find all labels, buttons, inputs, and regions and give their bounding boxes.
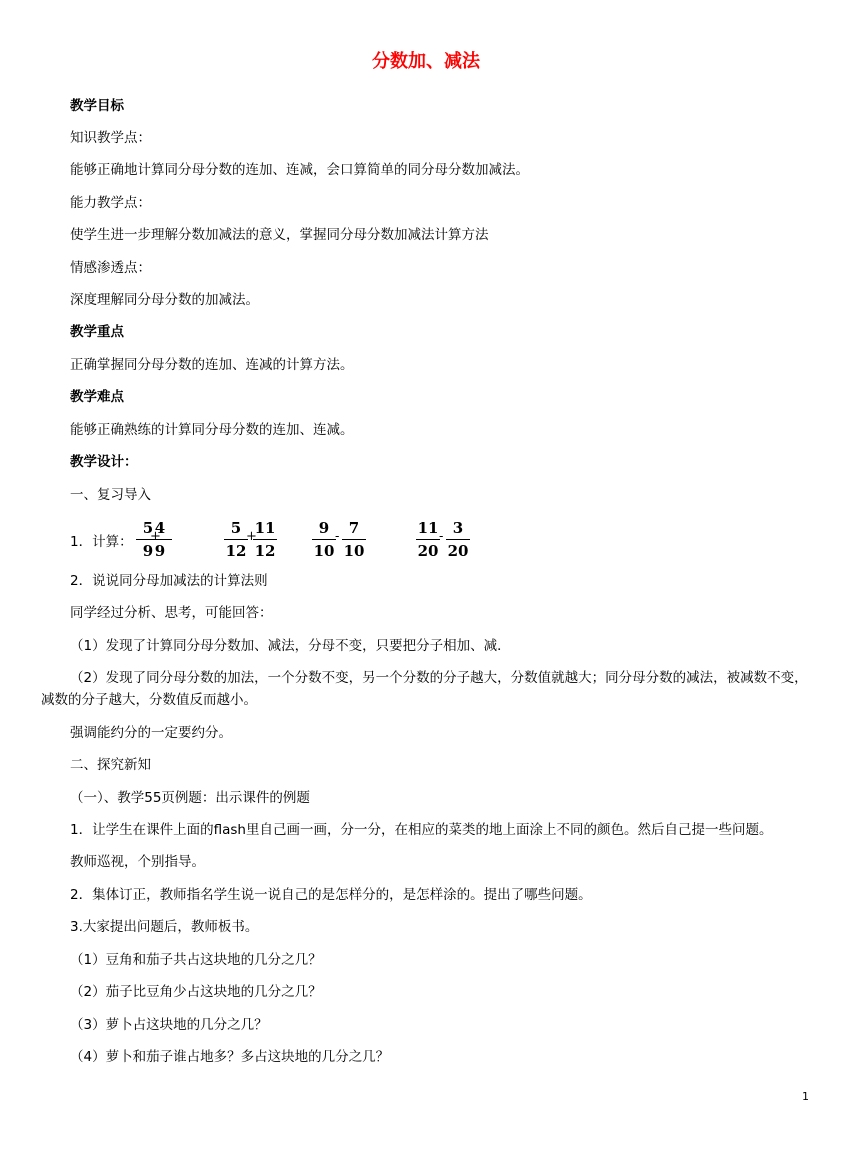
emphasis-text: 强调能约分的一定要约分。 — [70, 725, 232, 741]
difficulty-text: 能够正确熟练的计算同分母分数的连加、连减。 — [70, 422, 354, 438]
example-item: （一）、教学55页例题：出示课件的例题 — [70, 790, 310, 806]
ability-text: 使学生进一步理解分数加减法的意义，掌握同分母分数加减法计算方法 — [70, 227, 489, 243]
step-2: 2．集体订正，教师指名学生说一说自己的是怎样分的，是怎样涂的。提出了哪些问题。 — [70, 887, 592, 903]
fraction — [414, 518, 442, 561]
numerator: 9 — [318, 519, 330, 537]
numerator: 3 — [452, 519, 464, 537]
page-number: 1 — [802, 1090, 809, 1103]
document-title: 分数加、减法 — [372, 51, 480, 72]
question-2: （2）茄子比豆角少占这块地的几分之几？ — [70, 984, 322, 1000]
review-heading: 一、复习导入 — [70, 487, 151, 503]
fraction — [251, 518, 279, 561]
denominator: 10 — [343, 542, 365, 560]
fraction — [310, 518, 338, 561]
ability-label: 能力教学点： — [70, 195, 151, 211]
key-text: 正确掌握同分母分数的连加、连减的计算方法。 — [70, 357, 354, 373]
emotion-text: 深度理解同分母分数的加减法。 — [70, 292, 259, 308]
denominator: 10 — [313, 542, 335, 560]
answer-1: （1）发现了计算同分母分数加、减法，分母不变，只要把分子相加、减． — [70, 638, 511, 654]
step-1: 1．让学生在课件上面的flash里自己画一画，分一分，在相应的菜类的地上面涂上不同的颜色。然后自己提一些问题。 — [70, 822, 773, 838]
numerator: 7 — [348, 519, 360, 537]
key-heading: 教学重点 — [70, 324, 124, 340]
numerator: 11 — [254, 519, 276, 537]
step-1-note: 教师巡视，个别指导。 — [70, 854, 205, 870]
fraction-bar — [148, 539, 172, 540]
knowledge-text: 能够正确地计算同分母分数的连加、连减，会口算简单的同分母分数加减法。 — [70, 162, 529, 178]
fraction-bar — [312, 539, 336, 540]
operator: - — [439, 529, 444, 544]
denominator: 20 — [447, 542, 469, 560]
design-heading: 教学设计： — [70, 454, 138, 470]
fraction — [340, 518, 368, 561]
question-4: （4）萝卜和茄子谁占地多？多占这块地的几分之几？ — [70, 1049, 390, 1065]
fraction-bar — [224, 539, 248, 540]
fraction-bar — [253, 539, 277, 540]
operator: + — [246, 529, 257, 544]
difficulty-heading: 教学难点 — [70, 389, 124, 405]
fraction-bar — [342, 539, 366, 540]
calc-label: 1．计算： — [70, 534, 133, 550]
operator: - — [335, 529, 340, 544]
denominator: 9 — [142, 542, 154, 560]
fraction-bar — [446, 539, 470, 540]
goal-heading: 教学目标 — [70, 98, 124, 114]
fraction-bar — [416, 539, 440, 540]
knowledge-label: 知识教学点： — [70, 130, 151, 146]
step-3: 3.大家提出问题后，教师板书。 — [70, 919, 259, 935]
fraction — [444, 518, 472, 561]
denominator: 12 — [254, 542, 276, 560]
numerator: 5 — [142, 519, 154, 537]
student-answer-intro: 同学经过分析、思考，可能回答： — [70, 605, 273, 621]
answer-2: （2）发现了同分母分数的加法，一个分数不变，另一个分数的分子越大，分数值就越大；同分母分数的减法，被减数不变，减数的分子越大，分数值反而越小。 — [41, 670, 808, 708]
fraction — [146, 518, 174, 561]
emotion-label: 情感渗透点： — [70, 260, 151, 276]
numerator: 11 — [417, 519, 439, 537]
explore-heading: 二、探究新知 — [70, 757, 151, 773]
operator: + — [150, 529, 161, 544]
denominator: 9 — [154, 542, 166, 560]
question-3: （3）萝卜占这块地的几分之几？ — [70, 1017, 268, 1033]
numerator: 4 — [154, 519, 166, 537]
denominator: 20 — [417, 542, 439, 560]
numerator: 5 — [230, 519, 242, 537]
question-1: （1）豆角和茄子共占这块地的几分之几？ — [70, 952, 322, 968]
rule-item: 2．说说同分母加减法的计算法则 — [70, 573, 268, 589]
denominator: 12 — [225, 542, 247, 560]
